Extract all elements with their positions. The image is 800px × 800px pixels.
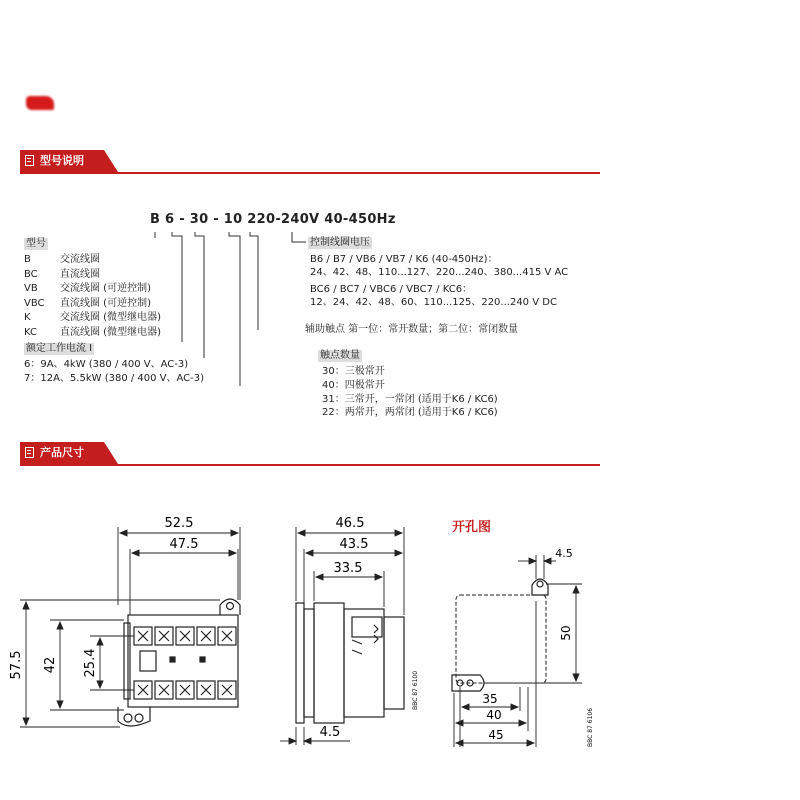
current-row: 7：12A、5.5kW (380 / 400 V、AC-3) [24,373,205,384]
contacts-item: 40：四极常开 [322,380,385,391]
dim-label: 47.5 [169,537,199,552]
coil-dc-head: BC6 / BC7 / VBC6 / VBC7 / KC6： [310,284,473,295]
type-row [24,254,194,269]
cutout-drawing [440,535,600,750]
type-code: BC [24,268,38,280]
terminal-row-bottom [134,681,236,699]
cutout-title: 开孔图 [452,520,492,535]
type-desc: 交流线圈 [60,254,100,265]
type-label: 型号 [26,238,46,249]
type-row [24,327,194,342]
type-code: B [24,254,31,265]
contacts-item: 31：三常开，一常闭 (适用于K6 / KC6) [322,394,498,405]
drawing-code: BBC 87 6100 [412,670,419,710]
type-code: VB [24,283,38,294]
front-view-drawing [0,505,260,750]
type-row [24,312,194,327]
terminal-row-top [134,627,236,645]
dim-label: 45 [488,728,504,742]
contacts-item: 30：三极常开 [322,366,385,377]
type-code: K [24,312,31,323]
dim-label: 46.5 [335,516,365,531]
type-row [24,298,194,313]
dim-label: 4.5 [319,725,341,740]
type-desc: 直流线圈 [60,268,100,280]
drawing-code: BBC 87 6106 [587,707,594,747]
type-list [24,254,194,341]
type-desc: 交流线圈 (微型继电器) [60,312,161,323]
dim-label: 43.5 [339,537,369,552]
type-row [24,283,194,298]
dim-label: 42 [43,656,58,674]
dim-label: 35 [482,692,498,706]
dim-label: 4.5 [555,547,573,560]
coil-ac-values: 24、42、48、110...127、220...240、380...415 V AC [310,267,569,278]
dim-label: 50 [559,625,573,641]
front-body [128,615,238,707]
current-row: 6：9A、4kW (380 / 400 V、AC-3) [24,359,189,370]
type-code: KC [24,326,37,338]
type-desc: 直流线圈 (可逆控制) [60,297,151,309]
coil-dc-values: 12、24、42、48、60、110...125、220...240 V DC [310,297,557,308]
dim-label: 33.5 [333,561,363,576]
model-code: B 6 - 30 - 10 220-240V 40-450Hz [150,212,396,227]
section-title: 型号说明 [40,154,84,167]
coil-label: 控制线圈电压 [310,237,370,248]
type-row [24,269,194,284]
dim-label: 57.5 [9,650,24,680]
section-tab [20,442,104,464]
side-view-drawing [270,505,430,750]
dim-label: 52.5 [164,516,194,531]
type-desc: 直流线圈 (微型继电器) [60,326,161,338]
main-contacts-label: 触点数量 [320,350,360,361]
aux-contacts-text: 辅助触点 第一位：常开数量；第二位：常闭数量 [305,324,519,335]
dim-label: 25.4 [83,648,98,678]
section-header-dimensions [20,442,600,466]
coil-ac-head: B6 / B7 / VB6 / VB7 / K6 (40-450Hz)： [310,254,498,265]
section-title: 产品尺寸 [40,446,84,459]
document-icon [25,447,34,458]
contacts-item: 22：两常开，两常闭 (适用于K6 / KC6) [322,407,498,418]
type-desc: 交流线圈 (可逆控制) [60,283,151,294]
current-label: 额定工作电流 I [26,343,93,354]
type-code: VBC [24,297,45,309]
dim-label: 40 [486,708,502,722]
